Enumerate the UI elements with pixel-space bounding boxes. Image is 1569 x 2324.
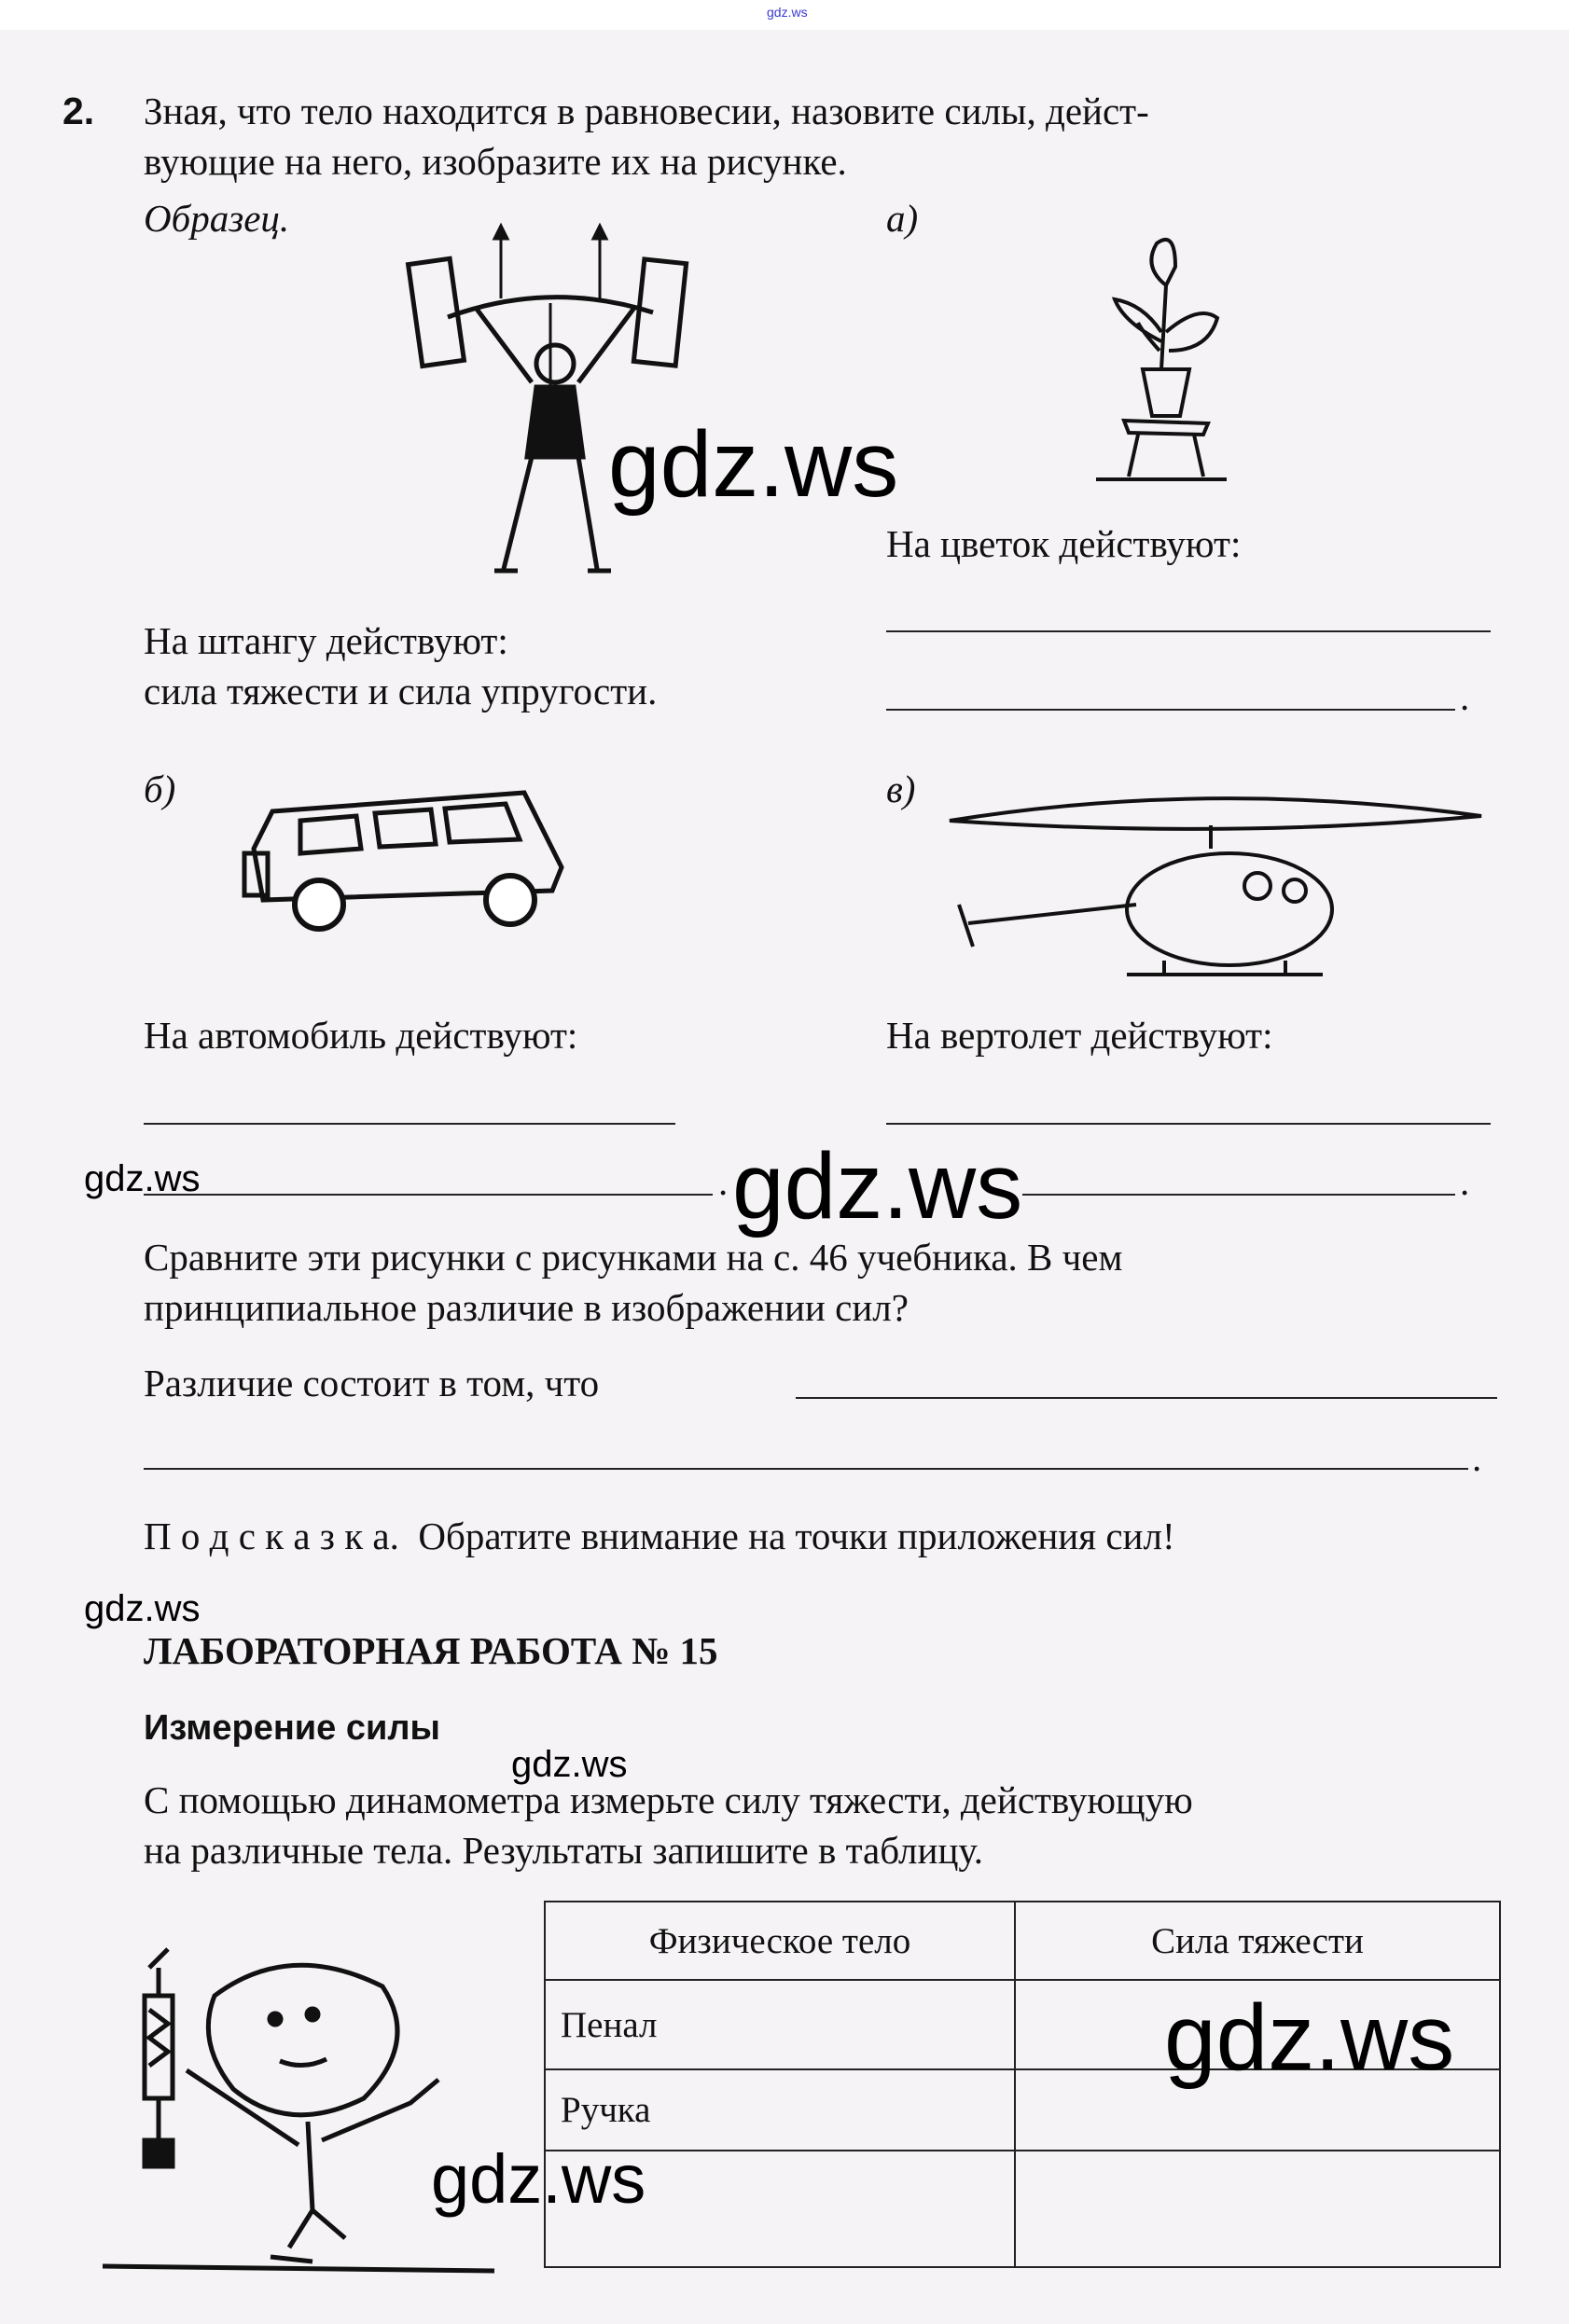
weightlifter-illustration [410,224,746,578]
watermark-top: gdz.ws [767,5,808,20]
watermark-small: gdz.ws [84,1588,201,1629]
compare-text-line1: Сравните эти рисунки с рисунками на с. 46 учебника. В чем [144,1236,1123,1279]
barbell-forces-answer: сила тяжести и сила упругости. [144,670,658,712]
header-physical-body: Физическое тело [545,1902,1015,1980]
helicopter-forces-label: На вертолет действуют: [886,1014,1273,1057]
watermark-medium: gdz.ws [431,2140,646,2218]
table-row [545,2151,1500,2267]
answer-line [144,1468,1468,1470]
difference-label: Различие состоит в том, что [144,1362,600,1404]
answer-line [886,709,1455,711]
task-text-line2: вующие на него, изобразите их на рисунке. [144,140,847,183]
lab-title: ЛАБОРАТОРНАЯ РАБОТА № 15 [144,1629,718,1672]
hint-label: П о д с к а з к а. [144,1515,399,1557]
period: . [1472,1436,1482,1479]
task-text-line1: Зная, что тело находится в равновесии, назовите силы, дейст- [144,90,1149,132]
car-forces-label: На автомобиль действуют: [144,1014,578,1057]
flower-forces-label: На цветок действуют: [886,522,1242,565]
period: . [1460,675,1470,718]
answer-line [886,630,1491,632]
task-number: 2. [62,90,95,132]
label-b: б) [144,768,176,810]
cartoon-dynamometer-illustration [103,1940,513,2276]
answer-line [144,1194,713,1196]
table-cell-force[interactable] [1015,2151,1500,2267]
lab-text-line1: С помощью динамометра измерьте силу тяжести, действующую [144,1778,1193,1821]
table-cell-body: Пенал [545,1980,1015,2069]
lab-subtitle: Измерение силы [144,1708,440,1748]
watermark-small: gdz.ws [84,1158,201,1199]
label-a: а) [886,197,919,240]
label-c: в) [886,768,916,810]
sample-label: Образец. [144,197,290,240]
answer-line [144,1123,675,1125]
watermark-large: gdz.ws [732,1134,1023,1238]
answer-line [796,1397,1497,1399]
hint-text: Обратите внимание на точки приложения сил! [418,1515,1175,1557]
hint [144,1517,1175,1556]
table-cell-body: Ручка [545,2069,1015,2151]
watermark-large: gdz.ws [1164,1985,1455,2090]
answer-line [886,1123,1491,1125]
lab-text-line2: на различные тела. Результаты запишите в таблицу. [144,1829,984,1872]
compare-text-line2: принципиальное различие в изображении сил? [144,1286,909,1329]
period: . [718,1160,729,1203]
flower-pot-illustration [1087,229,1236,486]
barbell-forces-label: На штангу действуют: [144,619,508,662]
car-illustration [244,774,580,933]
helicopter-illustration [950,774,1491,989]
watermark-large: gdz.ws [608,412,899,517]
watermark-small: gdz.ws [511,1744,628,1785]
period: . [1460,1160,1470,1203]
header-gravity-force: Сила тяжести [1015,1902,1500,1980]
table-header-row [545,1902,1500,1980]
